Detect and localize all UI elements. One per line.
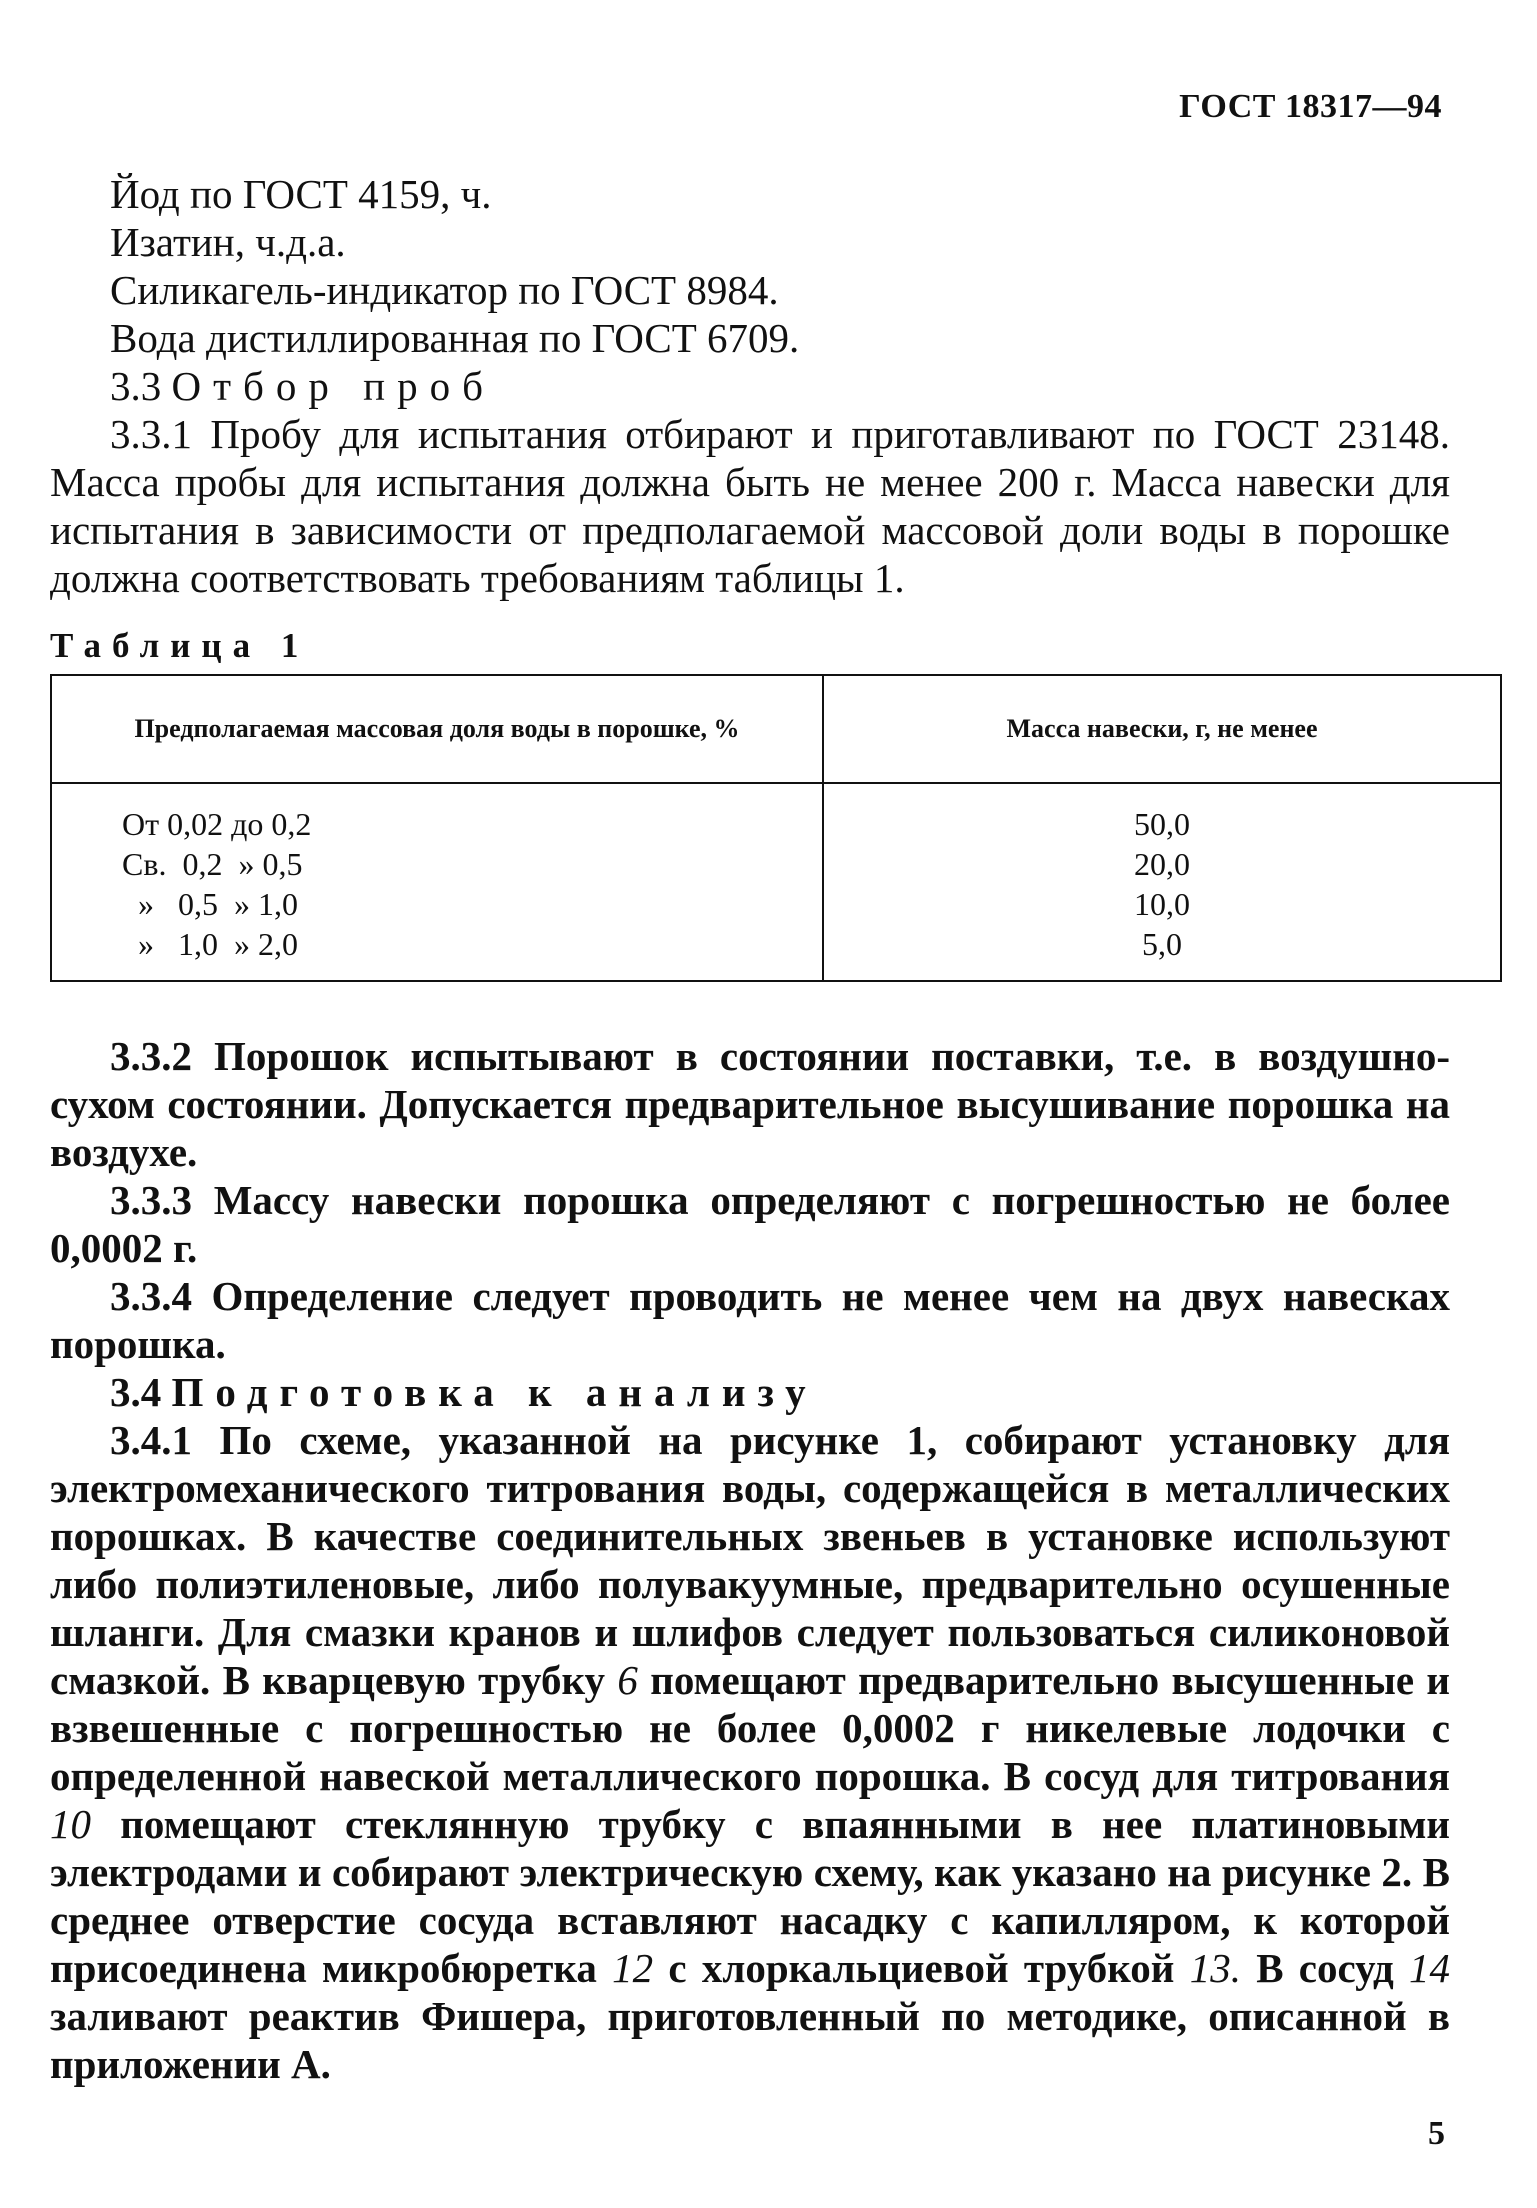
intro-line-4: Вода дистиллированная по ГОСТ 6709. (110, 315, 800, 361)
table-cell-ranges (51, 783, 823, 981)
section-3-3-heading (50, 362, 1450, 410)
figure-ref-12: 12 (612, 1945, 654, 1991)
section-3-4-title: Подготовка к анализу (171, 1369, 818, 1415)
paragraph-3-4-1-part-f: заливают реактив Фишера, приготовленный по методике, описанной в приложении А. (50, 1993, 1450, 2087)
paragraph-3-4-1-part-c: помещают стеклянную трубку с впаянными в нее платиновыми электродами и собирают электрическую схему, как указано на рисунке 2. В среднее отверстие сосуда вставляют насадку с капилляром, к которой присоединена микробюретка (50, 1801, 1451, 1991)
table-mass-1: 50,0 (1134, 806, 1190, 842)
paragraph-3-4-1 (50, 1416, 1450, 2088)
paragraph-3-3-1: 3.3.1 Пробу для испытания отбирают и приготавливают по ГОСТ 23148. Масса пробы для испытания должна быть не менее 200 г. Масса навески для испытания в зависимости от предполагаемой массовой доли воды в порошке должна соответствовать требованиям таблицы 1. (50, 411, 1450, 601)
paragraph-3-4-1-part-d: с хлоркальциевой трубкой (668, 1945, 1175, 1991)
table-range-4: » 1,0 » 2,0 (122, 926, 298, 962)
figure-ref-14: 14 (1409, 1945, 1451, 1991)
table-range-1: От 0,02 до 0,2 (122, 806, 312, 842)
table-mass-3: 10,0 (1134, 886, 1190, 922)
paragraph-3-3-4: 3.3.4 Определение следует проводить не менее чем на двух навесках порошка. (50, 1273, 1450, 1367)
paragraph-3-4-1-part-b: помещают предварительно высушенные и взвешенные с погрешностью не более 0,0002 г никелевые лодочки с определенной навеской металлического порошка. В сосуд для титрования (50, 1657, 1450, 1799)
page-header: ГОСТ 18317—94 (1179, 88, 1442, 125)
table-cell-masses (823, 783, 1501, 981)
section-3-3-number: 3.3 (110, 363, 162, 409)
table-mass-4: 5,0 (1142, 926, 1182, 962)
paragraph-3-4-1-part-e: В сосуд (1256, 1945, 1394, 1991)
paragraph-3-3-3: 3.3.3 Массу навески порошка определяют с погрешностью не более 0,0002 г. (50, 1177, 1450, 1271)
table-range-3: » 0,5 » 1,0 (122, 886, 298, 922)
table-header-water-fraction: Предполагаемая массовая доля воды в порошке, % (51, 675, 823, 783)
intro-line-3: Силикагель-индикатор по ГОСТ 8984. (110, 267, 779, 313)
page-number: 5 (1428, 2115, 1445, 2152)
paragraph-3-3-2: 3.3.2 Порошок испытывают в состоянии поставки, т.е. в воздушно-сухом состоянии. Допускается предварительное высушивание порошка на воздухе. (50, 1033, 1450, 1175)
table-1 (50, 674, 1502, 982)
section-3-4-heading (50, 1368, 1450, 1416)
table-range-2: Св. 0,2 » 0,5 (122, 846, 303, 882)
figure-ref-13: 13. (1189, 1945, 1241, 1991)
section-3-3-title: Отбор проб (171, 363, 495, 409)
intro-line-1: Йод по ГОСТ 4159, ч. (110, 171, 492, 217)
paragraph-3-4-1-part-a: 3.4.1 По схеме, указанной на рисунке 1, собирают установку для электромеханического титрования воды, содержащейся в металлических порошках. В качестве соединительных звеньев в установке используют либо полиэтиленовые, либо полувакуумные, предварительно осушенные шланги. Для смазки кранов и шлифов следует пользоваться силиконовой смазкой. В кварцевую трубку (50, 1417, 1450, 1703)
figure-ref-6: 6 (617, 1657, 638, 1703)
figure-ref-10: 10 (50, 1801, 91, 1847)
table-mass-2: 20,0 (1134, 846, 1190, 882)
document-body (50, 170, 1450, 2088)
intro-line-2: Изатин, ч.д.а. (110, 219, 346, 265)
table-header-sample-mass: Масса навески, г, не менее (823, 675, 1501, 783)
section-3-4-number: 3.4 (110, 1369, 162, 1415)
table-caption: Таблица 1 (50, 626, 310, 665)
